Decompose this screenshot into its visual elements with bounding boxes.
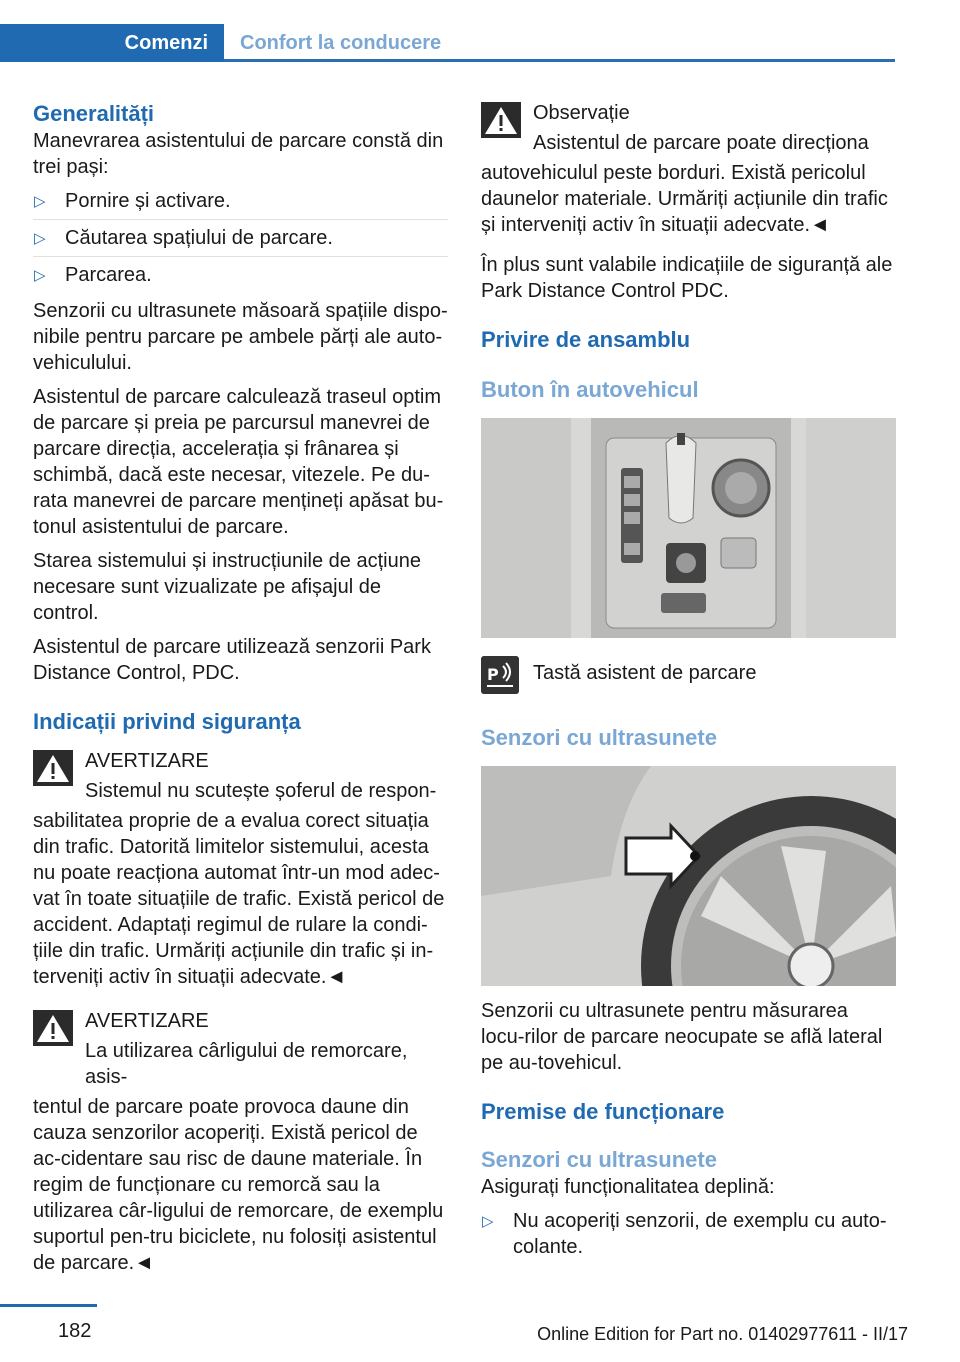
- heading-premise: Premise de funcționare: [481, 1099, 725, 1124]
- left-column: [33, 100, 448, 1284]
- warning-body: sabilitatea proprie de a evalua corect situația din trafic. Datorită limitelor sistemului, acesta nu poate reacționa automat într-un mod adec-vat în toate situațiile de trafic. Există pericol de accident. Adaptați regimul de rulare la condi-țiile din trafic. Urmăriți acțiunile din trafic și in-terveniți activ în situații adecvate.◄: [33, 810, 445, 988]
- wheel-sensor-photo: [481, 766, 896, 986]
- park-assist-icon: [481, 656, 519, 694]
- triangle-bullet-icon: ▷: [34, 267, 46, 284]
- note-body: autovehiculul peste borduri. Există pericolul daunelor materiale. Urmăriți acțiunile din trafic și interveniți activ în situații adecvate.◄: [481, 162, 888, 236]
- heading-privire: Privire de ansamblu: [481, 327, 691, 352]
- warning-title: AVERTIZARE: [85, 1010, 209, 1032]
- heading-siguranta: Indicații privind siguranța: [33, 709, 301, 734]
- tab-confort-la-conducere[interactable]: Confort la conducere: [240, 32, 442, 54]
- tasta-caption: Tastă asistent de parcare: [533, 662, 757, 684]
- warning-triangle-icon: [33, 750, 73, 786]
- requirements-list: [481, 1208, 896, 1265]
- tab-comenzi[interactable]: Comenzi: [0, 24, 224, 62]
- right-column: [481, 100, 896, 1270]
- intro-paragraph: Manevrarea asistentului de parcare constă din trei pași:: [33, 130, 444, 178]
- heading-generalitati: Generalități: [33, 101, 155, 126]
- note-title: Observație: [533, 102, 630, 124]
- triangle-bullet-icon: ▷: [482, 1213, 494, 1230]
- list-item: ▷ Nu acoperiți senzorii, de exemplu cu auto-colante.: [482, 1210, 887, 1258]
- heading-buton: Buton în autovehicul: [481, 377, 699, 402]
- paragraph-starea: Starea sistemului și instrucțiunile de acțiune necesare sunt vizualizate pe afișajul de control.: [33, 550, 421, 624]
- steps-list: [33, 188, 448, 293]
- warning-body: tentul de parcare poate provoca daune din cauza senzorilor acoperiți. Există pericol de ac-cidentare sau risc de daune materiale. În regim de funcționare cu remorcă sau la utilizarea câr-ligului de remorcare, de exemplu suportul pen-tru biciclete, nu folosiți asistentul de parcare.◄: [33, 1096, 444, 1274]
- edition-footer: Online Edition for Part no. 01402977611 - II/17: [537, 1324, 908, 1344]
- paragraph-senzori: Senzorii cu ultrasunete măsoară spațiile dispo-nibile pentru parcare pe ambele părți ale auto-vehiculului.: [33, 300, 448, 374]
- paragraph-asigurati: Asigurați funcționalitatea deplină:: [481, 1176, 775, 1198]
- warning-block-1: [33, 748, 448, 990]
- warning-lead: Sistemul nu scutește șoferul de respon-: [85, 780, 437, 802]
- svg-text:P: P: [487, 665, 499, 684]
- note-block: [481, 100, 896, 238]
- paragraph-plus: În plus sunt valabile indicațiile de siguranță ale Park Distance Control PDC.: [481, 254, 893, 302]
- warning-triangle-icon: [33, 1010, 73, 1046]
- warning-block-2: [33, 1008, 448, 1276]
- chapter-tabs: [0, 0, 895, 62]
- paragraph-pdc: Asistentul de parcare utilizează senzorii Park Distance Control, PDC.: [33, 636, 431, 684]
- page-number-rule: [0, 1304, 97, 1307]
- park-assist-button-caption: [481, 656, 896, 696]
- paragraph-senzori-lateral: Senzorii cu ultrasunete pentru măsurarea locu-rilor de parcare neocupate se află lateral pe au-tovehicul.: [481, 1000, 883, 1074]
- note-lead: Asistentul de parcare poate direcționa: [533, 132, 869, 154]
- warning-title: AVERTIZARE: [85, 750, 209, 772]
- heading-senzori-2: Senzori cu ultrasunete: [481, 1147, 717, 1172]
- triangle-bullet-icon: ▷: [34, 230, 46, 247]
- list-item: ▷ Parcarea.: [33, 262, 448, 293]
- list-item: ▷ Căutarea spațiului de parcare.: [33, 225, 448, 257]
- page-number: 182: [58, 1320, 92, 1342]
- warning-lead: La utilizarea cârligului de remorcare, asis-: [85, 1040, 408, 1088]
- paragraph-asistent: Asistentul de parcare calculează traseul optim de parcare și preia pe parcursul manevrei de parcare direcția, accelerația și frânarea și schimbă, dacă este necesar, vitezele. Pe du-rata manevrei de parcare mențineți apăsat bu-tonul asistentului de parcare.: [33, 386, 444, 538]
- triangle-bullet-icon: ▷: [34, 193, 46, 210]
- warning-triangle-icon: [481, 102, 521, 138]
- heading-senzori: Senzori cu ultrasunete: [481, 725, 717, 750]
- center-console-photo: [481, 418, 896, 638]
- list-item: ▷ Pornire și activare.: [33, 188, 448, 220]
